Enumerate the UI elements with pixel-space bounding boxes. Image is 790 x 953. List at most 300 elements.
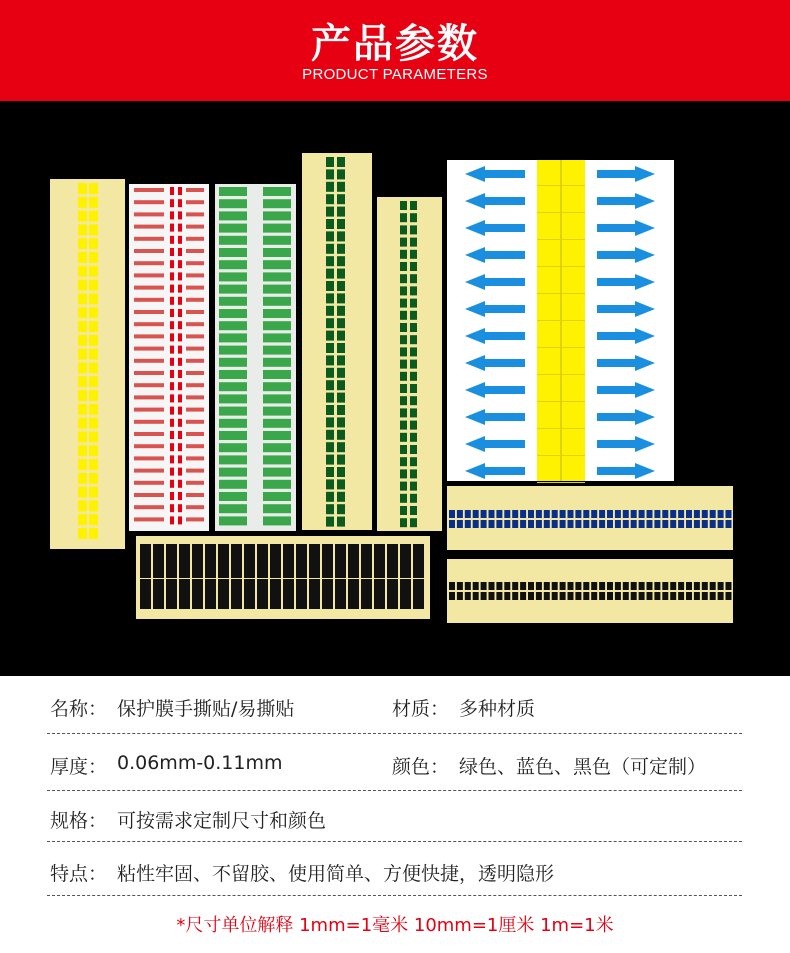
label-print — [219, 297, 247, 306]
tab-piece — [544, 592, 550, 600]
tab-piece — [89, 224, 98, 235]
tab-piece — [670, 520, 676, 528]
label-print — [178, 236, 182, 244]
tab-piece — [326, 207, 334, 217]
param-spec-label: 规格： — [50, 810, 108, 832]
tab-piece — [544, 510, 550, 518]
param-name-label: 名称： — [50, 698, 108, 720]
tab-piece — [326, 231, 334, 241]
label-print — [134, 444, 164, 448]
label-print — [263, 224, 291, 233]
divider — [47, 733, 742, 734]
label-print — [170, 309, 174, 317]
tab-piece — [410, 286, 417, 295]
label-print — [263, 321, 291, 330]
tab-piece — [615, 592, 621, 600]
label-print — [186, 225, 204, 229]
label-print — [186, 444, 204, 448]
tab-piece — [726, 510, 732, 518]
label-print — [219, 370, 247, 379]
tab-piece — [496, 520, 502, 528]
tab-piece — [400, 506, 407, 515]
tab-piece — [348, 579, 359, 609]
tab-piece — [568, 520, 574, 528]
tab-piece — [544, 582, 550, 590]
label-print — [170, 358, 174, 366]
tab-piece — [326, 492, 334, 502]
tab-piece — [410, 494, 417, 503]
tab-piece — [78, 473, 87, 484]
tab-piece — [686, 510, 692, 518]
tab-piece — [140, 544, 151, 578]
tab-piece — [686, 520, 692, 528]
label-print — [134, 505, 164, 509]
tab-piece — [560, 520, 566, 528]
tab-piece — [410, 421, 417, 430]
tab-piece — [465, 592, 471, 600]
tab-piece — [678, 510, 684, 518]
param-color-value: 绿色、蓝色、黑色（可定制） — [459, 756, 707, 778]
tab-piece — [410, 396, 417, 405]
label-print — [178, 346, 182, 354]
tab-piece — [410, 323, 417, 332]
tab-piece — [702, 582, 708, 590]
label-print — [134, 456, 164, 460]
tab-piece — [710, 582, 716, 590]
param-spec-value: 可按需求定制尺寸和颜色 — [117, 810, 327, 832]
tab-piece — [568, 510, 574, 518]
tab-piece — [449, 582, 455, 590]
tab-piece — [89, 459, 98, 470]
tab-piece — [400, 286, 407, 295]
tab-piece — [326, 331, 334, 341]
label-print — [178, 419, 182, 427]
label-print — [263, 333, 291, 342]
tab-piece — [78, 431, 87, 442]
label-print — [134, 432, 164, 436]
label-print — [178, 443, 182, 451]
tab-piece — [78, 197, 87, 208]
label-print — [186, 212, 204, 216]
tab-piece — [326, 293, 334, 303]
tab-piece — [78, 335, 87, 346]
tab-piece — [410, 213, 417, 222]
tab-piece — [89, 293, 98, 304]
label-print — [186, 395, 204, 399]
tab-piece — [615, 510, 621, 518]
label-print — [186, 505, 204, 509]
tab-piece — [78, 404, 87, 415]
tab-piece — [78, 307, 87, 318]
label-print — [178, 333, 182, 341]
tab-piece — [205, 544, 216, 578]
tab-piece — [512, 592, 518, 600]
tab-piece — [326, 442, 334, 452]
tab-piece — [400, 384, 407, 393]
label-print — [186, 432, 204, 436]
tab-piece — [694, 520, 700, 528]
tab-piece — [575, 592, 581, 600]
tab-piece — [400, 396, 407, 405]
tab-piece — [326, 219, 334, 229]
tab-piece — [465, 582, 471, 590]
tab-piece — [410, 408, 417, 417]
tab-piece — [678, 520, 684, 528]
label-print — [134, 225, 164, 229]
label-print — [219, 468, 247, 477]
label-print — [186, 237, 204, 241]
tab-piece — [337, 492, 345, 502]
tab-piece — [457, 582, 463, 590]
tab-piece — [568, 592, 574, 600]
tab-piece — [520, 592, 526, 600]
tab-piece — [473, 520, 479, 528]
label-print — [178, 492, 182, 500]
label-print — [263, 492, 291, 501]
label-print — [170, 260, 174, 268]
tab-piece — [89, 266, 98, 277]
tab-piece — [465, 510, 471, 518]
tab-piece — [670, 592, 676, 600]
tab-piece — [481, 582, 487, 590]
tab-piece — [662, 520, 668, 528]
tab-piece — [205, 579, 216, 609]
tab-piece — [89, 528, 98, 539]
tab-piece — [400, 544, 411, 578]
page-title: 产品参数 — [311, 21, 479, 67]
tab-piece — [400, 579, 411, 609]
tab-piece — [326, 393, 334, 403]
tab-piece — [647, 510, 653, 518]
tab-piece — [489, 510, 495, 518]
label-print — [170, 370, 174, 378]
tab-piece — [410, 360, 417, 369]
tab-piece — [647, 520, 653, 528]
tab-piece — [337, 219, 345, 229]
tab-piece — [78, 238, 87, 249]
tab-piece — [400, 433, 407, 442]
tab-piece — [702, 520, 708, 528]
label-print — [170, 224, 174, 232]
label-print — [186, 334, 204, 338]
tab-piece — [599, 520, 605, 528]
label-print — [170, 297, 174, 305]
tab-piece — [410, 506, 417, 515]
tab-piece — [400, 360, 407, 369]
tab-piece — [337, 442, 345, 452]
label-print — [219, 346, 247, 355]
label-print — [263, 455, 291, 464]
label-print — [219, 224, 247, 233]
tab-piece — [270, 579, 281, 609]
tab-piece — [361, 579, 372, 609]
tab-piece — [410, 482, 417, 491]
tab-piece — [568, 582, 574, 590]
label-print — [219, 199, 247, 208]
tab-piece — [322, 544, 333, 578]
tab-piece — [337, 455, 345, 465]
tab-piece — [244, 579, 255, 609]
strip-blue-tabs — [447, 486, 733, 550]
tab-piece — [78, 376, 87, 387]
tab-piece — [326, 306, 334, 316]
label-print — [219, 504, 247, 513]
label-print — [263, 419, 291, 428]
tab-divider — [560, 160, 562, 481]
tab-piece — [337, 318, 345, 328]
label-print — [134, 310, 164, 314]
tab-piece — [326, 182, 334, 192]
label-print — [134, 408, 164, 412]
tab-piece — [473, 510, 479, 518]
label-print — [263, 211, 291, 220]
label-print — [219, 407, 247, 416]
label-print — [178, 211, 182, 219]
label-print — [263, 394, 291, 403]
tab-piece — [575, 582, 581, 590]
tab-piece — [552, 592, 558, 600]
label-print — [178, 431, 182, 439]
label-print — [178, 480, 182, 488]
tab-piece — [694, 592, 700, 600]
label-print — [170, 333, 174, 341]
tab-piece — [78, 349, 87, 360]
label-print — [134, 493, 164, 497]
label-print — [134, 469, 164, 473]
strip-red-printed — [129, 184, 209, 531]
tab-piece — [326, 430, 334, 440]
tab-piece — [489, 592, 495, 600]
label-print — [170, 394, 174, 402]
tab-piece — [337, 194, 345, 204]
tab-piece — [504, 510, 510, 518]
tab-piece — [400, 262, 407, 271]
tab-piece — [89, 362, 98, 373]
label-print — [186, 347, 204, 351]
tab-piece — [326, 256, 334, 266]
label-print — [170, 285, 174, 293]
tab-piece — [413, 579, 424, 609]
tab-piece — [631, 510, 637, 518]
label-print — [263, 187, 291, 196]
tab-piece — [218, 579, 229, 609]
tab-piece — [410, 201, 417, 210]
label-print — [219, 492, 247, 501]
label-print — [263, 236, 291, 245]
tab-piece — [623, 592, 629, 600]
tab-piece — [662, 510, 668, 518]
tab-piece — [623, 582, 629, 590]
label-print — [263, 248, 291, 257]
tab-piece — [473, 582, 479, 590]
tab-piece — [400, 445, 407, 454]
tab-piece — [607, 582, 613, 590]
tab-piece — [400, 299, 407, 308]
tab-piece — [89, 335, 98, 346]
tab-piece — [504, 592, 510, 600]
tab-piece — [309, 544, 320, 578]
label-print — [170, 407, 174, 415]
label-print — [263, 504, 291, 513]
tab-piece — [400, 250, 407, 259]
tab-piece — [78, 211, 87, 222]
tab-piece — [623, 510, 629, 518]
tab-piece — [337, 256, 345, 266]
label-print — [263, 516, 291, 525]
tab-piece — [400, 408, 407, 417]
label-print — [134, 237, 164, 241]
label-print — [186, 359, 204, 363]
tab-piece — [504, 520, 510, 528]
tab-piece — [337, 207, 345, 217]
param-name-value: 保护膜手撕贴/易撕贴 — [117, 698, 295, 720]
strip-green-tabs-tall — [302, 153, 372, 530]
tab-piece — [326, 269, 334, 279]
tab-piece — [337, 504, 345, 514]
label-print — [186, 273, 204, 277]
tab-piece — [89, 418, 98, 429]
label-print — [263, 382, 291, 391]
product-photo — [0, 101, 790, 676]
tab-piece — [387, 544, 398, 578]
label-print — [178, 382, 182, 390]
label-print — [170, 504, 174, 512]
label-print — [170, 419, 174, 427]
label-print — [263, 199, 291, 208]
tab-piece — [78, 321, 87, 332]
tab-piece — [374, 579, 385, 609]
tab-piece — [591, 520, 597, 528]
tab-piece — [89, 514, 98, 525]
tab-piece — [410, 250, 417, 259]
tab-piece — [153, 544, 164, 578]
tab-piece — [662, 582, 668, 590]
strip-black-tabs-right — [447, 559, 733, 623]
label-print — [178, 358, 182, 366]
tab-piece — [607, 510, 613, 518]
label-print — [186, 322, 204, 326]
label-print — [219, 236, 247, 245]
label-print — [170, 236, 174, 244]
tab-piece — [496, 592, 502, 600]
tab-piece — [326, 244, 334, 254]
label-print — [219, 516, 247, 525]
label-print — [178, 285, 182, 293]
label-print — [170, 492, 174, 500]
label-print — [263, 272, 291, 281]
param-color-label: 颜色： — [392, 756, 450, 778]
divider — [47, 895, 742, 896]
tab-piece — [410, 311, 417, 320]
tab-piece — [560, 510, 566, 518]
label-print — [263, 346, 291, 355]
tab-piece — [326, 455, 334, 465]
tab-piece — [231, 579, 242, 609]
tab-piece — [520, 510, 526, 518]
label-print — [186, 298, 204, 302]
label-print — [134, 347, 164, 351]
tab-piece — [192, 579, 203, 609]
tab-piece — [89, 252, 98, 263]
label-print — [134, 517, 164, 521]
tab-piece — [326, 194, 334, 204]
tab-piece — [78, 514, 87, 525]
tab-piece — [400, 372, 407, 381]
tab-piece — [536, 510, 542, 518]
tab-piece — [78, 280, 87, 291]
tab-piece — [337, 417, 345, 427]
tab-piece — [337, 182, 345, 192]
param-feature-label: 特点： — [50, 863, 108, 885]
tab-piece — [89, 211, 98, 222]
label-print — [263, 260, 291, 269]
tab-piece — [89, 431, 98, 442]
tab-piece — [257, 579, 268, 609]
label-print — [134, 395, 164, 399]
param-thickness-label: 厚度： — [50, 756, 108, 778]
tab-piece — [326, 318, 334, 328]
tab-piece — [400, 323, 407, 332]
tab-piece — [89, 197, 98, 208]
tab-piece — [639, 520, 645, 528]
tab-piece — [326, 380, 334, 390]
label-print — [170, 468, 174, 476]
tab-piece — [166, 579, 177, 609]
tab-piece — [337, 331, 345, 341]
tab-piece — [410, 225, 417, 234]
tab-piece — [309, 579, 320, 609]
tab-piece — [387, 579, 398, 609]
tab-piece — [326, 517, 334, 527]
tab-piece — [410, 347, 417, 356]
tab-piece — [400, 311, 407, 320]
label-print — [134, 286, 164, 290]
label-print — [178, 455, 182, 463]
label-print — [170, 480, 174, 488]
label-print — [186, 517, 204, 521]
tab-piece — [337, 269, 345, 279]
tab-piece — [599, 592, 605, 600]
tab-piece — [244, 544, 255, 578]
tab-piece — [591, 510, 597, 518]
label-print — [178, 248, 182, 256]
tab-piece — [670, 582, 676, 590]
tab-piece — [718, 582, 724, 590]
label-print — [178, 407, 182, 415]
label-print — [186, 310, 204, 314]
label-print — [219, 382, 247, 391]
label-print — [170, 199, 174, 207]
tab-piece — [489, 520, 495, 528]
label-print — [186, 408, 204, 412]
label-print — [263, 358, 291, 367]
tab-piece — [694, 582, 700, 590]
label-print — [219, 321, 247, 330]
tab-piece — [575, 510, 581, 518]
tab-piece — [400, 238, 407, 247]
tab-piece — [337, 405, 345, 415]
tab-piece — [89, 183, 98, 194]
tab-piece — [337, 244, 345, 254]
tab-piece — [400, 213, 407, 222]
label-print — [219, 358, 247, 367]
tab-piece — [528, 510, 534, 518]
tab-piece — [400, 347, 407, 356]
label-print — [178, 468, 182, 476]
param-material-label: 材质： — [392, 698, 450, 720]
tab-piece — [166, 544, 177, 578]
label-print — [134, 212, 164, 216]
